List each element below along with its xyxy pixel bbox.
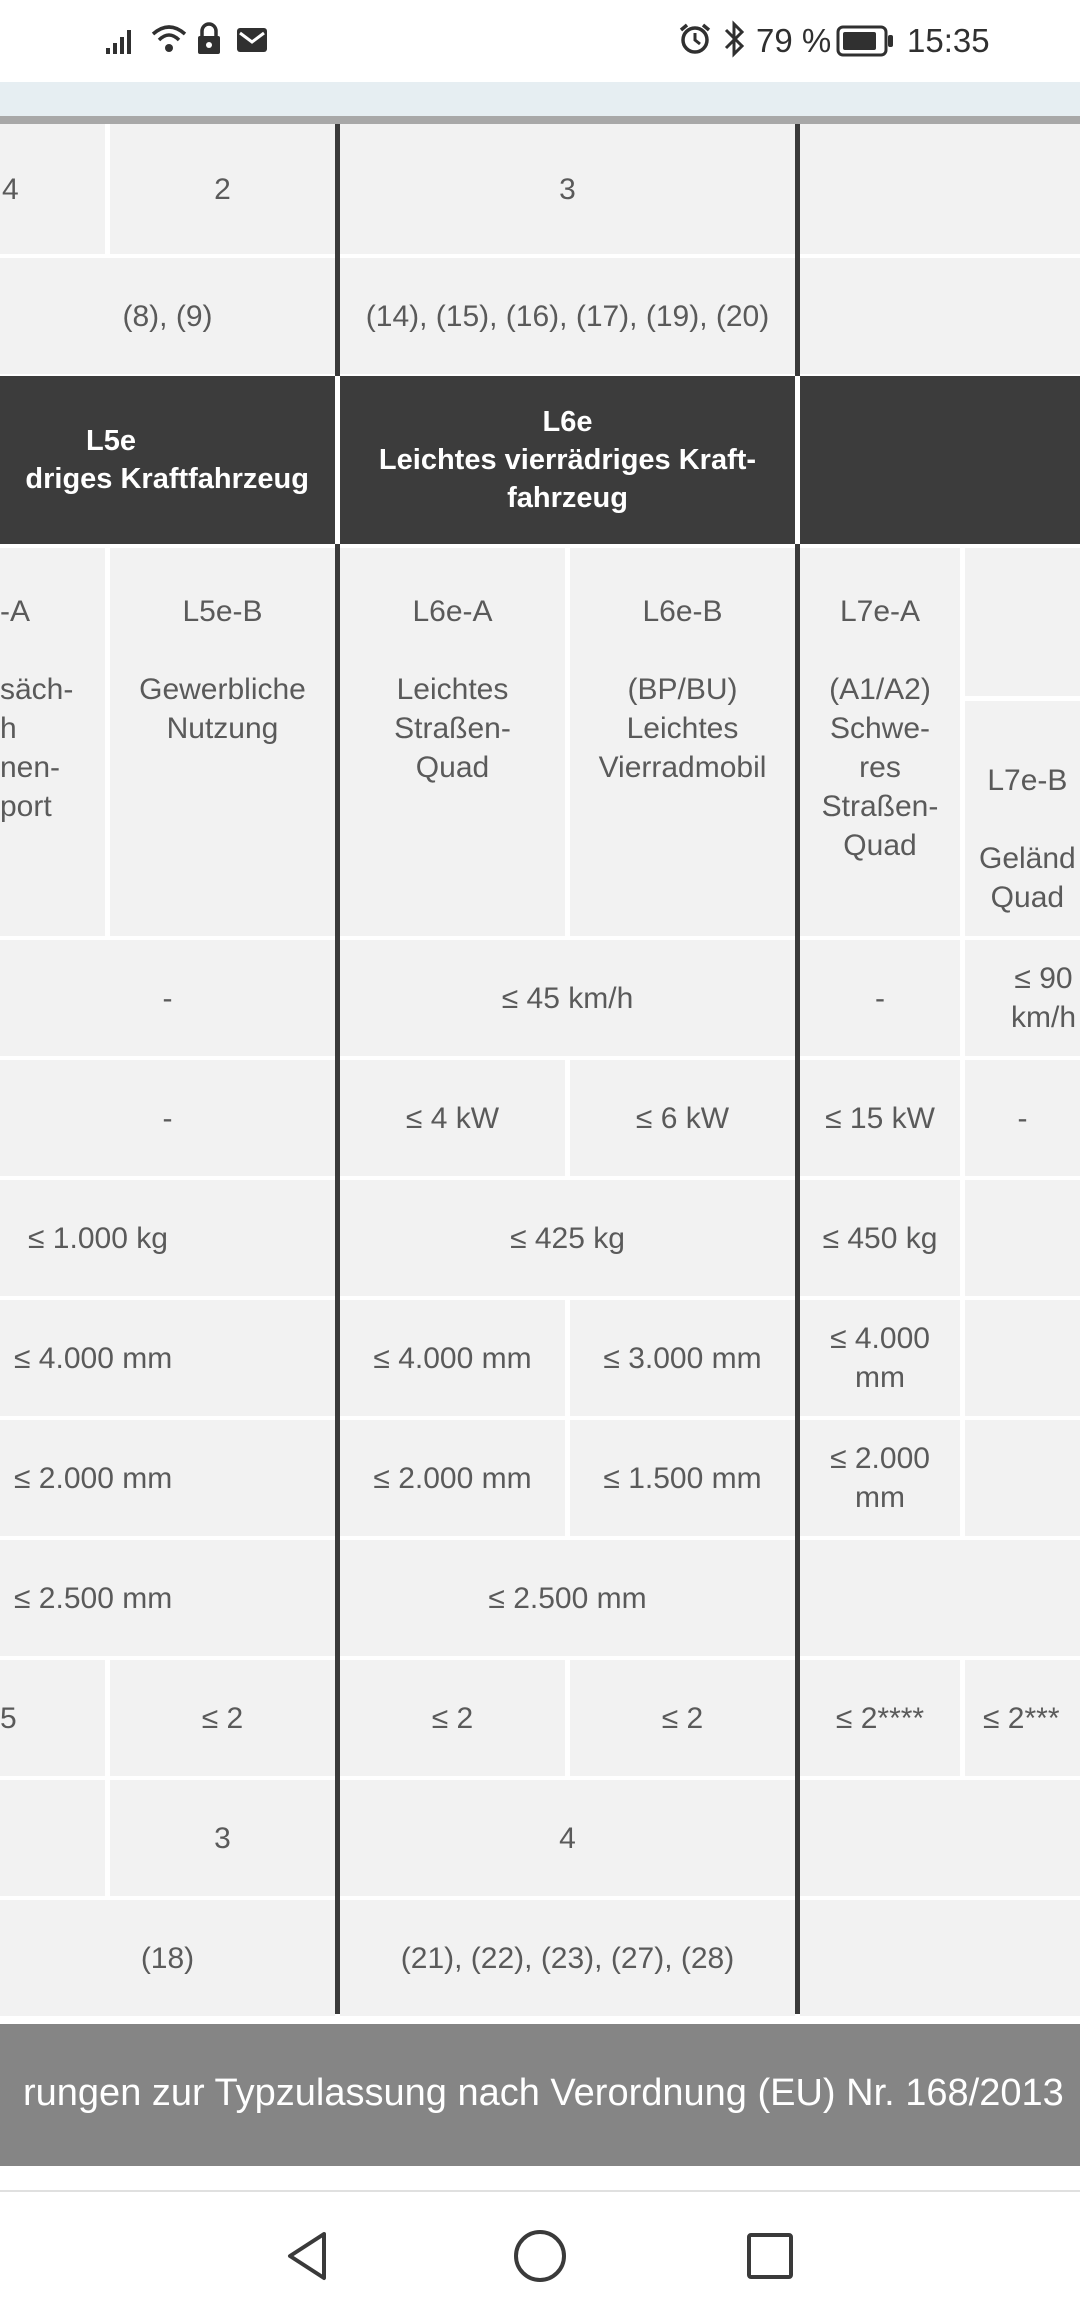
mail-icon (236, 27, 268, 53)
table-cell (800, 1780, 1080, 1896)
subclass-l7e-b: L7e-B Geländ Quad (965, 701, 1080, 936)
subclass-l6e-a: L6e-A Leichtes Straßen- Quad (340, 548, 565, 936)
table-cell: ≤ 45 km/h (340, 940, 795, 1056)
column-divider (335, 376, 340, 544)
table-cell (965, 1180, 1080, 1296)
subclass-l5e-b: L5e-B Gewerbliche Nutzung (110, 548, 335, 936)
table-cell: ≤ 4.000 mm (0, 1300, 335, 1416)
caption-band (0, 2024, 1080, 2166)
table-cell: ≤ 90 km/h (965, 940, 1080, 1056)
table-cell: ≤ 6 kW (570, 1060, 795, 1176)
alarm-icon (678, 22, 712, 56)
table-cell: ≤ 2 (570, 1660, 795, 1776)
table-cell (800, 124, 1080, 254)
table-cell: ≤ 450 kg (800, 1180, 960, 1296)
table-cell (965, 1300, 1080, 1416)
table-cell: ≤ 2*** (965, 1660, 1080, 1776)
table-cell: ≤ 1.000 kg (0, 1180, 335, 1296)
header-l6e-code: L6e (542, 405, 593, 438)
table-cell: 2 (110, 124, 335, 254)
table-cell: ≤ 2**** (800, 1660, 960, 1776)
status-bar (0, 0, 1080, 82)
table-cell: ≤ 3.000 mm (570, 1300, 795, 1416)
table-cell: - (0, 940, 335, 1056)
subclass-l5e-a: -A säch- h nen- port (0, 548, 105, 936)
table-cell: 5 (0, 1660, 105, 1776)
lock-icon (196, 22, 222, 56)
signal-icon (106, 26, 136, 56)
header-l6e-name: Leichtes vierrädriges Kraft- fahrzeug (378, 443, 757, 515)
table-cell (800, 1540, 1080, 1656)
table-cell: ≤ 2.500 mm (340, 1540, 795, 1656)
table-cell: ≤ 2.500 mm (0, 1540, 335, 1656)
column-divider (335, 544, 340, 2014)
page-header-strip (0, 82, 1080, 116)
battery-icon (836, 25, 896, 57)
table-cell (965, 548, 1080, 696)
table-cell (800, 1900, 1080, 2016)
header-l6e (340, 376, 795, 544)
table-cell: ≤ 425 kg (340, 1180, 795, 1296)
table-cell: (14), (15), (16), (17), (19), (20) (340, 258, 795, 374)
header-l5e-name: driges Kraftfahrzeug (25, 463, 309, 495)
home-icon[interactable] (510, 2226, 570, 2286)
recents-icon[interactable] (740, 2226, 800, 2286)
table-cell: ≤ 2.000 mm (800, 1420, 960, 1536)
subclass-l7e-a: L7e-A (A1/A2) Schwe- res Straßen- Quad (800, 548, 960, 936)
table-cell: ≤ 2 (340, 1660, 565, 1776)
column-divider (795, 376, 800, 544)
table-cell (965, 1420, 1080, 1536)
caption-text: rungen zur Typzulassung nach Verordnung (EU) Nr. 168/2013 (23, 2072, 1064, 2114)
table-cell: 4 (0, 124, 105, 254)
column-divider (335, 124, 340, 376)
table-cell: ≤ 2 (110, 1660, 335, 1776)
vehicle-class-table[interactable] (0, 124, 1080, 2020)
subclass-l6e-b: L6e-B (BP/BU) Leichtes Vierradmobil (570, 548, 795, 936)
table-cell: - (800, 940, 960, 1056)
table-cell: ≤ 15 kW (800, 1060, 960, 1176)
table-cell: ≤ 1.500 mm (570, 1420, 795, 1536)
header-l7e (800, 376, 1080, 544)
clock: 15:35 (907, 22, 990, 59)
table-cell: ≤ 4.000 mm (340, 1300, 565, 1416)
table-cell: (18) (0, 1900, 335, 2016)
table-cell (800, 258, 1080, 374)
column-divider (795, 124, 800, 376)
table-cell (0, 1780, 105, 1896)
table-cell: 4 (340, 1780, 795, 1896)
table-cell: (8), (9) (0, 258, 335, 374)
table-cell: ≤ 4.000 mm (800, 1300, 960, 1416)
wifi-icon (150, 22, 188, 56)
navigation-bar (0, 2190, 1080, 2314)
header-l5e (0, 376, 335, 544)
back-icon[interactable] (278, 2226, 338, 2286)
table-cell: ≤ 2.000 mm (340, 1420, 565, 1536)
table-cell: ≤ 2.000 mm (0, 1420, 335, 1536)
divider (0, 116, 1080, 124)
battery-percent: 79 % (756, 22, 832, 59)
table-cell: 3 (340, 124, 795, 254)
table-cell: (21), (22), (23), (27), (28) (340, 1900, 795, 2016)
column-divider (795, 544, 800, 2014)
bluetooth-icon (722, 20, 746, 58)
table-cell: ≤ 4 kW (340, 1060, 565, 1176)
header-l5e-code: L5e (86, 424, 136, 457)
table-cell: - (0, 1060, 335, 1176)
table-cell: - (965, 1060, 1080, 1176)
table-cell: 3 (110, 1780, 335, 1896)
